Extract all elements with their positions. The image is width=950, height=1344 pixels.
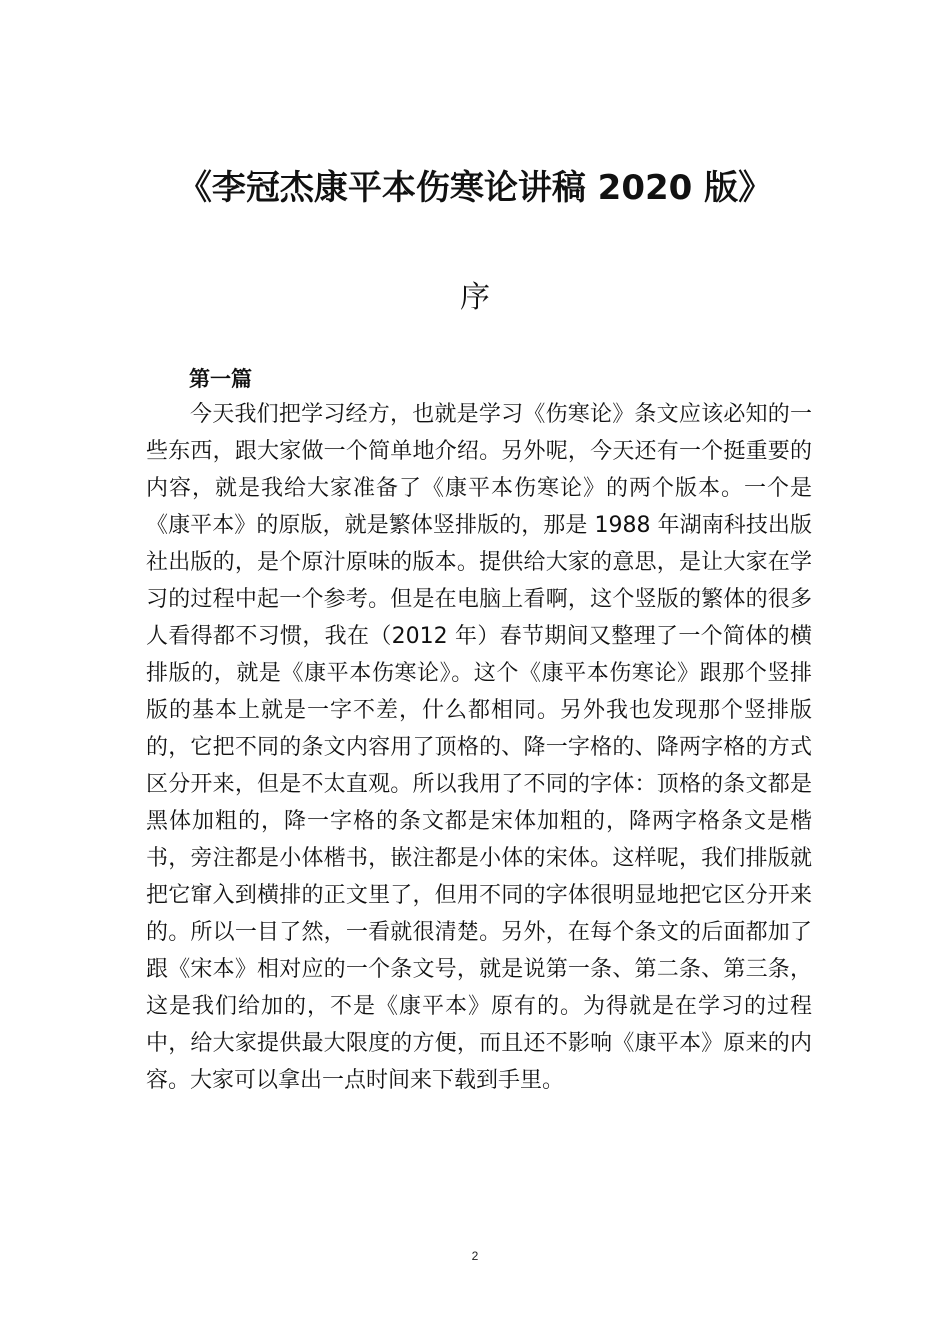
page-number: 2 (471, 1249, 479, 1263)
chapter-heading: 第一篇 (189, 367, 252, 391)
document-title: 《李冠杰康平本伤寒论讲稿 2020 版》 (177, 168, 773, 208)
body-paragraph: 今天我们把学习经方，也就是学习《伤寒论》条文应该必知的一些东西，跟大家做一个简单地介绍。另外呢，今天还有一个挺重要的内容，就是我给大家准备了《康平本伤寒论》的两个版本。一个是《康平本》的原版，就是繁体竖排版的，那是 1988 年湖南科技出版社出版的，是个原汁原味的版本。提供给大家的意思，是让大家在学习的过程中起一个参考。但是在电脑上看啊，这个竖版的繁体的很多人看得都不习惯，我在（2012 年）春节期间又整理了一个简体的横排版的，就是《康平本伤寒论》。这个《康平本伤寒论》跟那个竖排版的基本上就是一字不差，什么都相同。另外我也发现那个竖排版的，它把不同的条文内容用了顶格的、降一字格的、降两字格的方式区分开来，但是不太直观。所以我用了不同的字体：顶格的条文都是黑体加粗的，降一字格的条文都是宋体加粗的，降两字格条文是楷书，旁注都是小体楷书，嵌注都是小体的宋体。这样呢，我们排版就把它窜入到横排的正文里了，但用不同的字体很明显地把它区分开来的。所以一目了然，一看就很清楚。另外，在每个条文的后面都加了跟《宋本》相对应的一个条文号，就是说第一条、第二条、第三条，这是我们给加的，不是《康平本》原有的。为得就是在学习的过程中，给大家提供最大限度的方便，而且还不影响《康平本》原来的内容。大家可以拿出一点时间来下载到手里。 (146, 402, 812, 1093)
section-title: 序 (460, 280, 490, 315)
